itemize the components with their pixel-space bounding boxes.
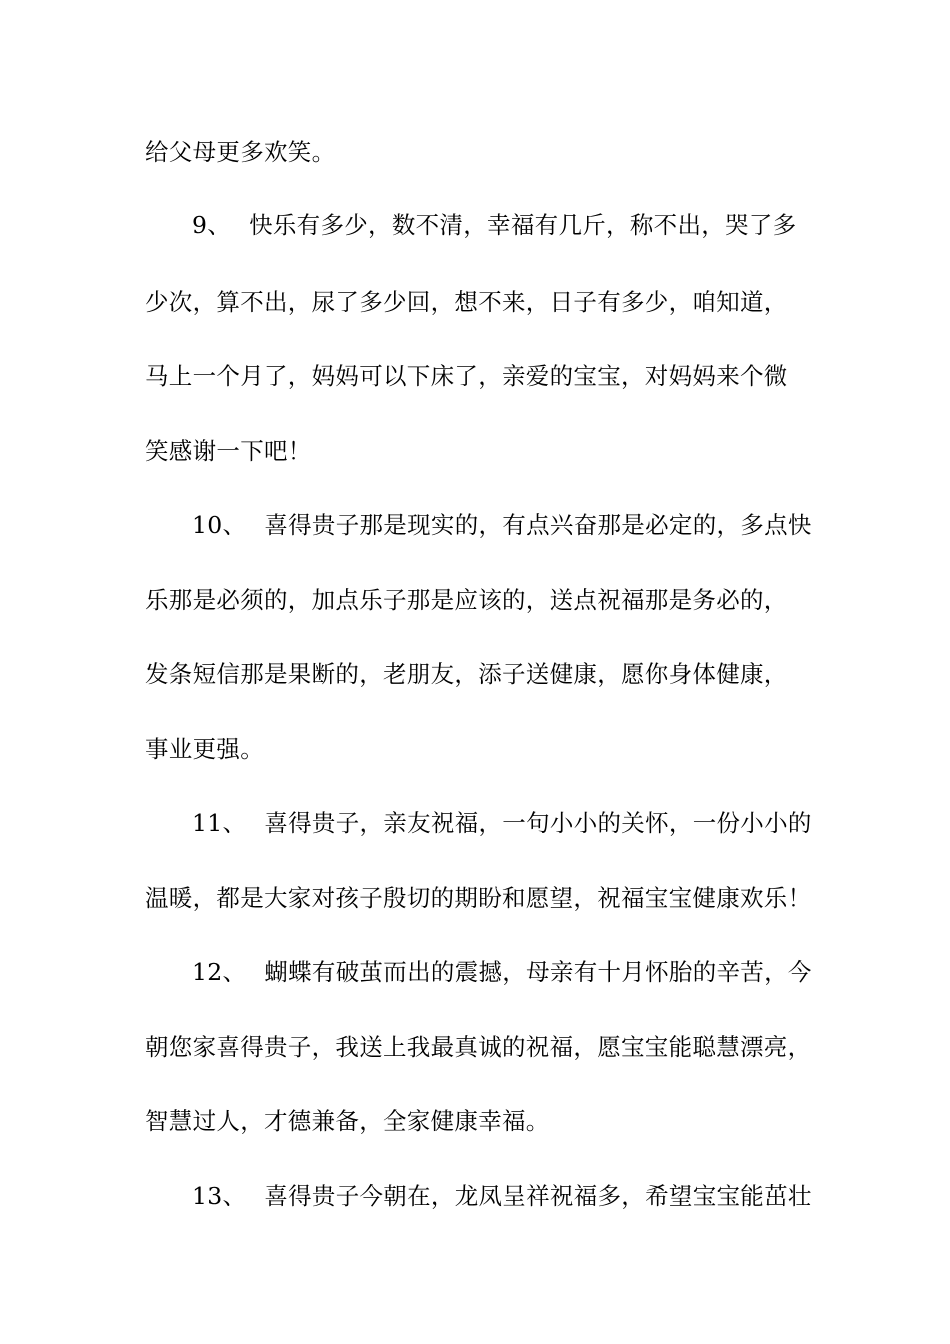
paragraph-12-line-3	[145, 1101, 835, 1141]
paragraph-text: 喜得贵子今朝在，龙凤呈祥祝福多，希望宝宝能茁壮	[264, 1182, 812, 1210]
paragraph-text: 喜得贵子，亲友祝福，一句小小的关怀，一份小小的	[264, 809, 812, 837]
paragraph-9-line-4	[145, 431, 835, 471]
paragraph-10-line-2	[145, 580, 835, 620]
item-number: 9、	[192, 211, 232, 239]
paragraph-text: 朝您家喜得贵子，我送上我最真诚的祝福，愿宝宝能聪慧漂亮，	[145, 1033, 812, 1061]
paragraph-12-line-2	[145, 1027, 835, 1067]
paragraph-10-line-4	[145, 729, 835, 769]
paragraph-text: 智慧过人，才德兼备，全家健康幸福。	[145, 1107, 550, 1135]
paragraph-11-line-2	[145, 878, 835, 918]
paragraph-text: 马上一个月了，妈妈可以下床了，亲爱的宝宝，对妈妈来个微	[145, 362, 788, 390]
paragraph-text: 笑感谢一下吧！	[145, 437, 312, 465]
paragraph-text: 事业更强。	[145, 735, 264, 763]
paragraph-text: 少次，算不出，尿了多少回，想不来，日子有多少，咱知道，	[145, 288, 788, 316]
item-number: 11、	[192, 809, 247, 837]
paragraph-11-line-1	[192, 803, 882, 843]
paragraph-9-line-2	[145, 282, 835, 322]
item-number: 10、	[192, 511, 247, 539]
paragraph-8-line-2	[145, 132, 835, 172]
paragraph-text: 乐那是必须的，加点乐子那是应该的，送点祝福那是务必的，	[145, 586, 788, 614]
paragraph-text: 蝴蝶有破茧而出的震撼，母亲有十月怀胎的辛苦，今	[264, 958, 812, 986]
paragraph-text: 给父母更多欢笑。	[145, 138, 336, 166]
item-number: 12、	[192, 958, 247, 986]
item-number: 13、	[192, 1182, 247, 1210]
paragraph-13-line-1	[192, 1176, 882, 1216]
paragraph-text: 喜得贵子那是现实的，有点兴奋那是必定的，多点快	[264, 511, 812, 539]
paragraph-10-line-1	[192, 505, 882, 545]
paragraph-9-line-3	[145, 356, 835, 396]
paragraph-10-line-3	[145, 654, 835, 694]
paragraph-text: 发条短信那是果断的，老朋友，添子送健康，愿你身体健康，	[145, 660, 788, 688]
paragraph-12-line-1	[192, 952, 882, 992]
paragraph-text: 温暖，都是大家对孩子殷切的期盼和愿望，祝福宝宝健康欢乐！	[145, 884, 812, 912]
paragraph-text: 快乐有多少，数不清，幸福有几斤，称不出，哭了多	[249, 211, 797, 239]
paragraph-9-line-1	[192, 205, 882, 245]
